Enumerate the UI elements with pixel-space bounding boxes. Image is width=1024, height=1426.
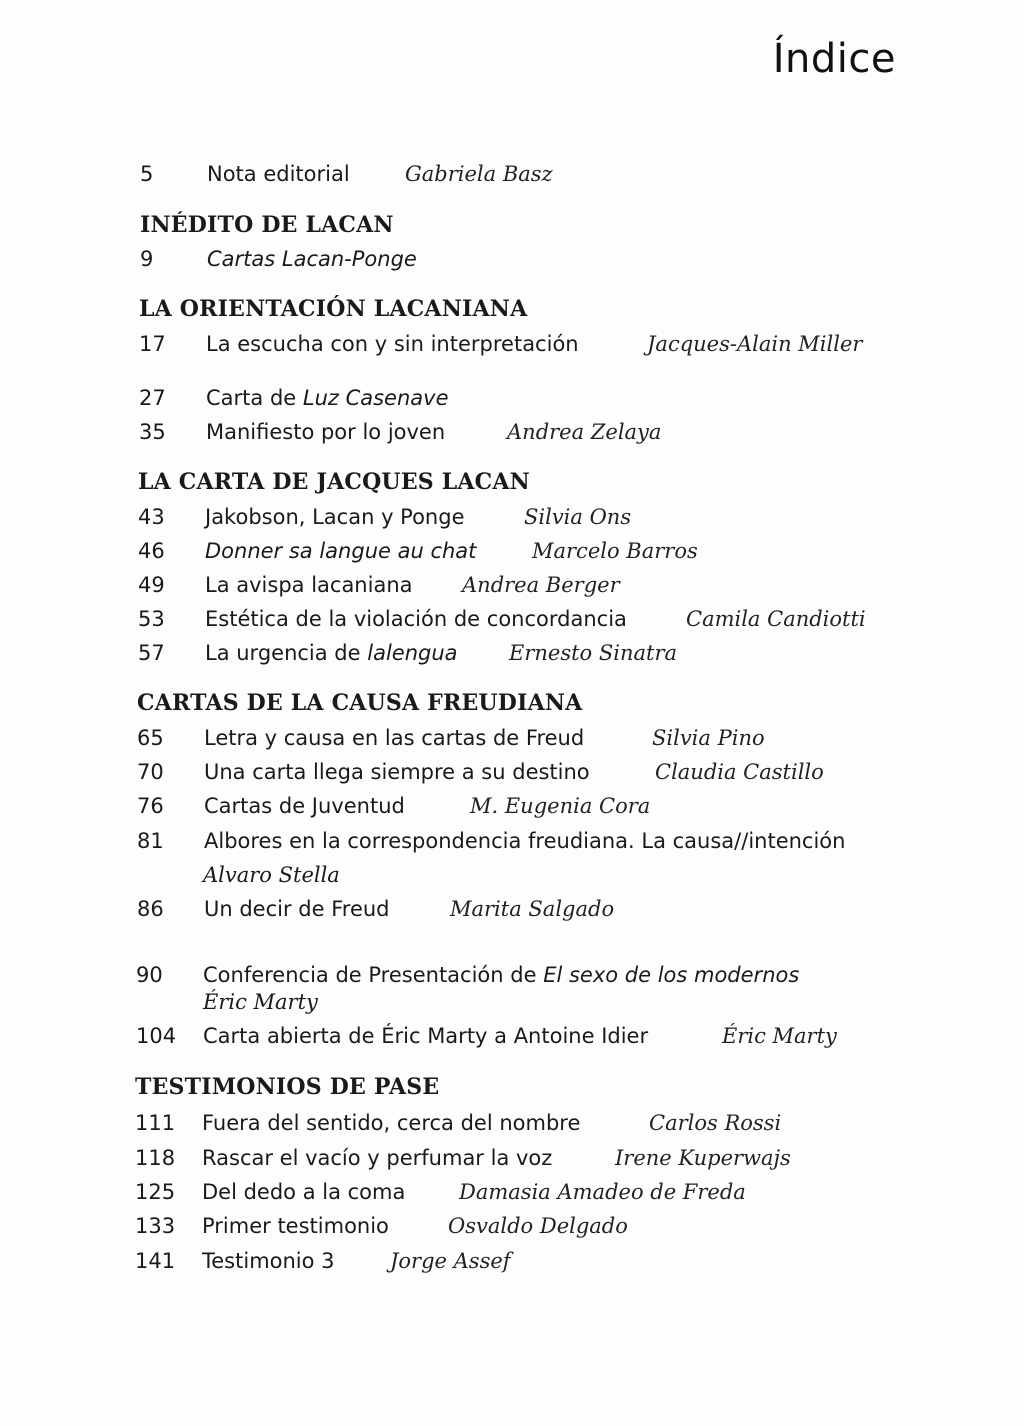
entry-title: Rascar el vacío y perfumar la voz — [202, 1146, 553, 1170]
entry-author: Éric Marty — [203, 990, 318, 1014]
page-number: 133 — [135, 1214, 176, 1238]
section-heading: LA CARTA DE JACQUES LACAN — [138, 469, 530, 495]
entry-title — [206, 383, 449, 413]
entry-title: Estética de la violación de concordancia — [205, 607, 627, 631]
entry-title: La avispa lacaniana — [205, 573, 413, 597]
entry-author: Andrea Zelaya — [507, 420, 662, 444]
page-number: 9 — [140, 247, 154, 271]
page-number: 81 — [137, 829, 164, 853]
entry-title: Un decir de Freud — [204, 897, 390, 921]
entry-title-italic: El sexo de los modernos — [543, 963, 800, 987]
page-number: 118 — [135, 1146, 176, 1170]
entry-title-plain: Carta de — [206, 386, 303, 410]
entry-author: Marita Salgado — [450, 897, 615, 921]
entry-title: Cartas Lacan-Ponge — [207, 247, 417, 271]
entry-title: Donner sa langue au chat — [205, 539, 477, 563]
entry-title: Primer testimonio — [202, 1214, 389, 1238]
entry-author: Gabriela Basz — [405, 162, 553, 186]
page-number: 111 — [135, 1111, 176, 1135]
page-number: 57 — [138, 641, 165, 665]
page-number: 43 — [138, 505, 165, 529]
entry-title: La escucha con y sin interpretación — [206, 332, 579, 356]
entry-author: Osvaldo Delgado — [448, 1214, 628, 1238]
page-number: 27 — [139, 386, 166, 410]
page-number: 35 — [139, 420, 166, 444]
entry-title: Fuera del sentido, cerca del nombre — [202, 1111, 581, 1135]
entry-title-plain: Conferencia de Presentación de — [203, 963, 544, 987]
entry-author: Andrea Berger — [462, 573, 620, 597]
entry-title: Una carta llega siempre a su destino — [204, 760, 590, 784]
page-number: 90 — [136, 963, 163, 987]
entry-author: Jorge Assef — [390, 1249, 511, 1273]
entry-author: Irene Kuperwajs — [615, 1146, 791, 1170]
section-heading: LA ORIENTACIÓN LACANIANA — [139, 296, 528, 322]
section-heading: INÉDITO DE LACAN — [140, 212, 394, 238]
page-number: 46 — [138, 539, 165, 563]
entry-title: Testimonio 3 — [202, 1249, 335, 1273]
page-title: Índice — [772, 36, 896, 82]
page-number: 141 — [135, 1249, 176, 1273]
entry-title-italic: lalengua — [367, 641, 458, 665]
entry-title: Letra y causa en las cartas de Freud — [204, 726, 585, 750]
entry-title — [205, 638, 458, 668]
page-number: 86 — [137, 897, 164, 921]
entry-author: Claudia Castillo — [655, 760, 824, 784]
entry-author: Jacques-Alain Miller — [647, 332, 863, 356]
entry-title: Del dedo a la coma — [202, 1180, 406, 1204]
entry-author: M. Eugenia Cora — [470, 794, 651, 818]
page-number: 70 — [137, 760, 164, 784]
entry-author: Damasia Amadeo de Freda — [459, 1180, 746, 1204]
entry-title: Cartas de Juventud — [204, 794, 405, 818]
entry-author: Carlos Rossi — [649, 1111, 782, 1135]
page-number: 53 — [138, 607, 165, 631]
entry-title-plain: La urgencia de — [205, 641, 368, 665]
section-heading: CARTAS DE LA CAUSA FREUDIANA — [137, 690, 583, 716]
entry-author: Silvia Pino — [652, 726, 765, 750]
page-number: 104 — [136, 1024, 177, 1048]
page-number: 76 — [137, 794, 164, 818]
page-number: 125 — [135, 1180, 176, 1204]
entry-title: Carta abierta de Éric Marty a Antoine Idier — [203, 1024, 649, 1048]
entry-title-italic: Luz Casenave — [302, 386, 449, 410]
entry-author: Camila Candiotti — [686, 607, 866, 631]
entry-title — [203, 960, 799, 990]
section-heading: TESTIMONIOS DE PASE — [135, 1074, 440, 1100]
page-number: 5 — [140, 162, 154, 186]
page-number: 17 — [139, 332, 166, 356]
entry-title: Jakobson, Lacan y Ponge — [205, 505, 465, 529]
entry-title: Nota editorial — [207, 162, 350, 186]
entry-author: Ernesto Sinatra — [509, 641, 677, 665]
entry-title: Albores en la correspondencia freudiana. La causa//intención — [204, 829, 846, 853]
page-number: 65 — [137, 726, 164, 750]
entry-author: Alvaro Stella — [203, 863, 340, 887]
page-number: 49 — [138, 573, 165, 597]
entry-title: Manifiesto por lo joven — [206, 420, 446, 444]
entry-author: Silvia Ons — [524, 505, 632, 529]
entry-author: Marcelo Barros — [532, 539, 698, 563]
entry-author: Éric Marty — [722, 1024, 837, 1048]
